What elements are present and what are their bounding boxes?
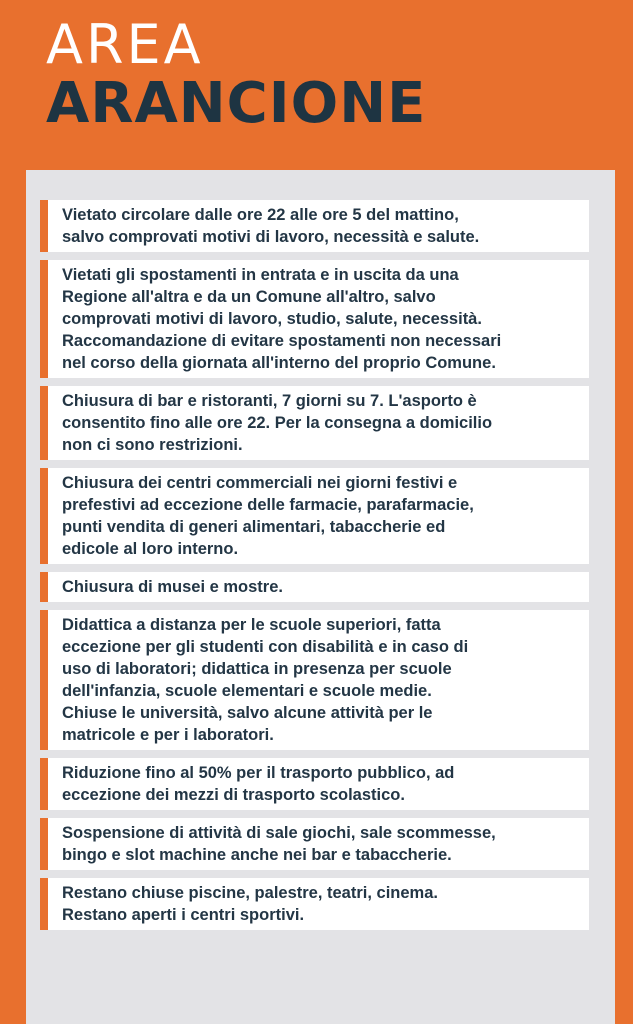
rule-text: Chiusura di musei e mostre. bbox=[62, 578, 283, 596]
accent-bar bbox=[40, 758, 48, 810]
rule-text: Chiusura di bar e ristoranti, 7 giorni su 7. L'asporto è consentito fino alle ore 22. Per la consegna a domicilio non ci sono restrizioni. bbox=[62, 392, 493, 454]
rule-item-curfew bbox=[40, 200, 589, 252]
accent-bar bbox=[40, 610, 48, 750]
rule-text: Vietato circolare dalle ore 22 alle ore 5 del mattino, salvo comprovati motivi di lavoro, necessità e salute. bbox=[62, 206, 480, 246]
accent-bar bbox=[40, 260, 48, 378]
rule-text: Riduzione fino al 50% per il trasporto pubblico, ad eccezione dei mezzi di trasporto scolastico. bbox=[62, 764, 455, 804]
rule-text: Sospensione di attività di sale giochi, sale scommesse, bingo e slot machine anche nei bar e tabaccherie. bbox=[62, 824, 496, 864]
accent-bar bbox=[40, 572, 48, 602]
title-area: AREA bbox=[46, 13, 204, 76]
accent-bar bbox=[40, 386, 48, 460]
rule-item-travel bbox=[40, 260, 589, 378]
accent-bar bbox=[40, 468, 48, 564]
rule-item-shopping-centers bbox=[40, 468, 589, 564]
rule-item-gyms-pools bbox=[40, 878, 589, 930]
accent-bar bbox=[40, 818, 48, 870]
rule-text: Chiusura dei centri commerciali nei giorni festivi e prefestivi ad eccezione delle farmacie, parafarmacie, punti vendita di generi alimentari, tabaccherie ed edicole al loro interno. bbox=[62, 474, 474, 558]
header bbox=[46, 14, 426, 134]
rules-panel bbox=[26, 170, 615, 1024]
rule-item-schools bbox=[40, 610, 589, 750]
accent-bar bbox=[40, 200, 48, 252]
rule-item-museums bbox=[40, 572, 589, 602]
title-arancione: ARANCIONE bbox=[46, 71, 427, 136]
rule-text: Didattica a distanza per le scuole superiori, fatta eccezione per gli studenti con disabilità e in caso di uso di laboratori; didattica in presenza per scuole dell'infanzia, scuole elementari e scuole medie. Chiuse le università, salvo alcune attività per le matricole e per i laboratori. bbox=[62, 616, 469, 744]
rule-text: Restano chiuse piscine, palestre, teatri, cinema. Restano aperti i centri sportivi. bbox=[62, 884, 438, 924]
rule-item-transport bbox=[40, 758, 589, 810]
rule-text: Vietati gli spostamenti in entrata e in uscita da una Regione all'altra e da un Comune all'altro, salvo comprovati motivi di lavoro, studio, salute, necessità. Raccomandazione di evitare spostamenti non necessari nel corso della giornata all'interno del proprio Comune. bbox=[62, 266, 502, 372]
accent-bar bbox=[40, 878, 48, 930]
rule-item-bars-restaurants bbox=[40, 386, 589, 460]
rule-item-gaming bbox=[40, 818, 589, 870]
rules-list bbox=[40, 200, 589, 930]
